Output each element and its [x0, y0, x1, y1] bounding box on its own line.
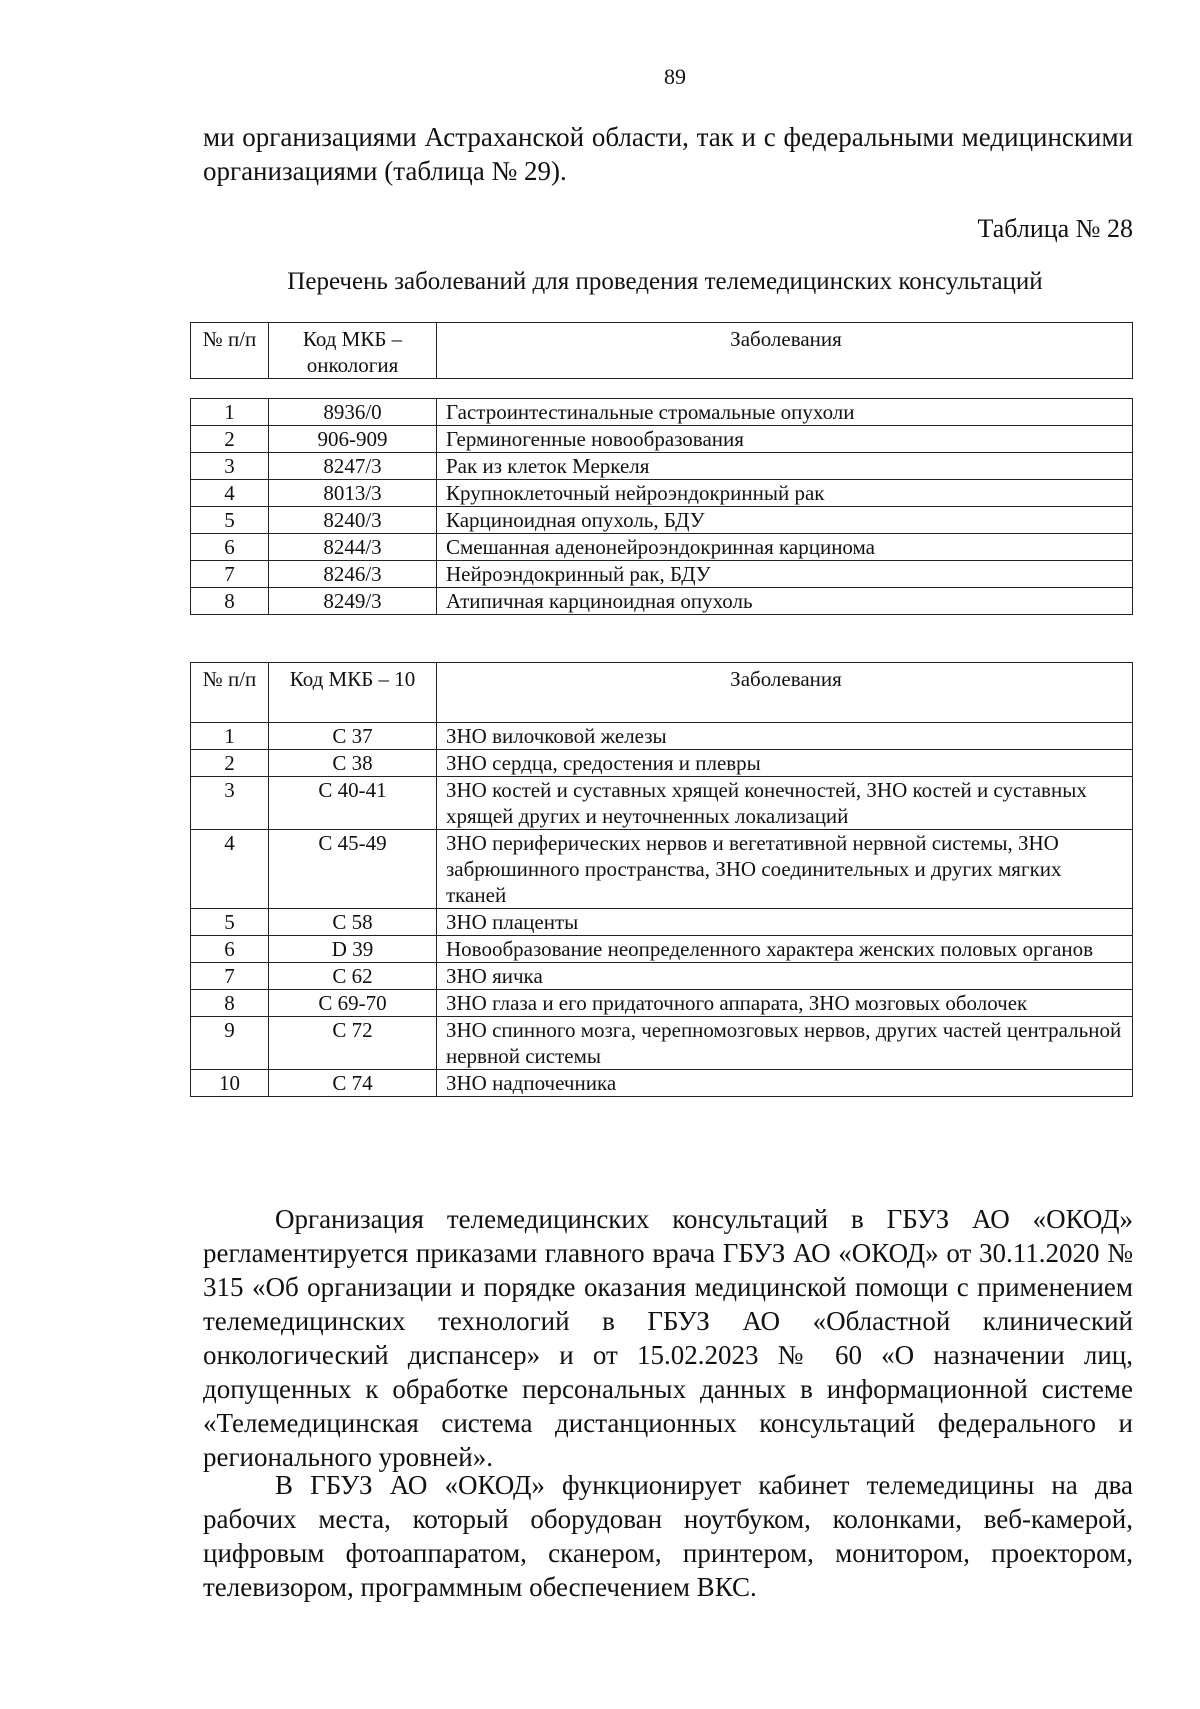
row-code: 8246/3	[269, 561, 437, 588]
row-disease: ЗНО костей и суставных хрящей конечностей, ЗНО костей и суставных хрящей других и неуточненных локализаций	[437, 777, 1133, 830]
row-number: 7	[191, 963, 269, 990]
paragraph-equipment: В ГБУЗ АО «ОКОД» функционирует кабинет телемедицины на два рабочих места, который оборудован ноутбуком, колонками, веб-камерой, цифровым фотоаппаратом, сканером, принтером, монитором, проектором, телевизором, программным обеспечением ВКС.	[203, 1470, 1133, 1602]
row-number: 6	[191, 936, 269, 963]
row-number: 1	[191, 723, 269, 750]
header-number: № п/п	[191, 323, 269, 379]
table-row	[191, 534, 1133, 561]
row-disease: ЗНО глаза и его придаточного аппарата, ЗНО мозговых оболочек	[437, 990, 1133, 1017]
row-disease: ЗНО яичка	[437, 963, 1133, 990]
row-code: С 69-70	[269, 990, 437, 1017]
row-number: 4	[191, 830, 269, 909]
row-number: 3	[191, 453, 269, 480]
table-row	[191, 480, 1133, 507]
table-row	[191, 990, 1133, 1017]
row-disease: ЗНО спинного мозга, черепномозговых нервов, других частей центральной нервной системы	[437, 1017, 1133, 1070]
table-row	[191, 777, 1133, 830]
row-disease: Герминогенные новообразования	[437, 426, 1133, 453]
row-code: 8240/3	[269, 507, 437, 534]
row-number: 8	[191, 990, 269, 1017]
row-code: С 74	[269, 1070, 437, 1097]
table-row	[191, 723, 1133, 750]
row-disease: ЗНО периферических нервов и вегетативной нервной системы, ЗНО забрюшинного пространства, ЗНО соединительных и других мягких тканей	[437, 830, 1133, 909]
row-disease: ЗНО вилочковой железы	[437, 723, 1133, 750]
table-row	[191, 830, 1133, 909]
row-number: 3	[191, 777, 269, 830]
row-code: С 72	[269, 1017, 437, 1070]
table-row	[191, 963, 1133, 990]
row-disease: Новообразование неопределенного характера женских половых органов	[437, 936, 1133, 963]
row-code: С 40-41	[269, 777, 437, 830]
table-row	[191, 1017, 1133, 1070]
row-disease: ЗНО плаценты	[437, 909, 1133, 936]
row-disease: Карциноидная опухоль, БДУ	[437, 507, 1133, 534]
table-row	[191, 507, 1133, 534]
row-number: 7	[191, 561, 269, 588]
row-number: 4	[191, 480, 269, 507]
row-code: С 58	[269, 909, 437, 936]
row-number: 5	[191, 909, 269, 936]
row-code: D 39	[269, 936, 437, 963]
row-code: 8936/0	[269, 399, 437, 426]
row-code: С 45-49	[269, 830, 437, 909]
row-disease: ЗНО сердца, средостения и плевры	[437, 750, 1133, 777]
row-code: С 37	[269, 723, 437, 750]
table-row	[191, 399, 1133, 426]
table-row	[191, 750, 1133, 777]
row-disease: Гастроинтестинальные стромальные опухоли	[437, 399, 1133, 426]
row-number: 10	[191, 1070, 269, 1097]
row-disease: Крупноклеточный нейроэндокринный рак	[437, 480, 1133, 507]
table-row	[191, 936, 1133, 963]
row-code: С 38	[269, 750, 437, 777]
row-number: 2	[191, 426, 269, 453]
page-number: 89	[664, 64, 686, 89]
row-number: 6	[191, 534, 269, 561]
row-number: 1	[191, 399, 269, 426]
row-code: 8249/3	[269, 588, 437, 615]
row-code: 8247/3	[269, 453, 437, 480]
row-number: 9	[191, 1017, 269, 1070]
mkb10-table	[190, 662, 1133, 1097]
row-disease: Атипичная карциноидная опухоль	[437, 588, 1133, 615]
onco-table-body	[191, 399, 1133, 615]
row-code: С 62	[269, 963, 437, 990]
row-code: 8244/3	[269, 534, 437, 561]
header-code-mkb10: Код МКБ – 10	[269, 663, 437, 723]
row-disease: Нейроэндокринный рак, БДУ	[437, 561, 1133, 588]
table-label: Таблица № 28	[977, 214, 1133, 243]
intro-paragraph: ми организациями Астраханской области, так и с федеральными медицинскими организациями (таблица № 29).	[203, 122, 1133, 186]
paragraph-regulation: Организация телемедицинских консультаций в ГБУЗ АО «ОКОД» регламентируется приказами главного врача ГБУЗ АО «ОКОД» от 30.11.2020 № 315 «Об организации и порядке оказания медицинской помощи с применением телемедицинских технологий в ГБУЗ АО «Областной клинический онкологический диспансер» и от 15.02.2023 № 60 «О назначении лиц, допущенных к обработке персональных данных в информационной системе «Телемедицинская система дистанционных консультаций федерального и регионального уровней».	[203, 1204, 1133, 1472]
row-number: 2	[191, 750, 269, 777]
table-row	[191, 588, 1133, 615]
table-row	[191, 453, 1133, 480]
row-number: 5	[191, 507, 269, 534]
row-disease: Рак из клеток Меркеля	[437, 453, 1133, 480]
row-number: 8	[191, 588, 269, 615]
onco-table	[190, 398, 1133, 615]
mkb10-table-body	[191, 723, 1133, 1097]
header-disease: Заболевания	[437, 323, 1133, 379]
table-row	[191, 909, 1133, 936]
row-code: 8013/3	[269, 480, 437, 507]
row-disease: Смешанная аденонейроэндокринная карцинома	[437, 534, 1133, 561]
table-title: Перечень заболеваний для проведения телемедицинских консультаций	[287, 268, 1043, 295]
header-code-onco: Код МКБ – онкология	[269, 323, 437, 379]
row-code: 906-909	[269, 426, 437, 453]
header-disease: Заболевания	[437, 663, 1133, 723]
onco-table-header	[190, 322, 1133, 379]
row-disease: ЗНО надпочечника	[437, 1070, 1133, 1097]
table-row	[191, 1070, 1133, 1097]
header-number: № п/п	[191, 663, 269, 723]
table-row	[191, 561, 1133, 588]
table-row	[191, 426, 1133, 453]
